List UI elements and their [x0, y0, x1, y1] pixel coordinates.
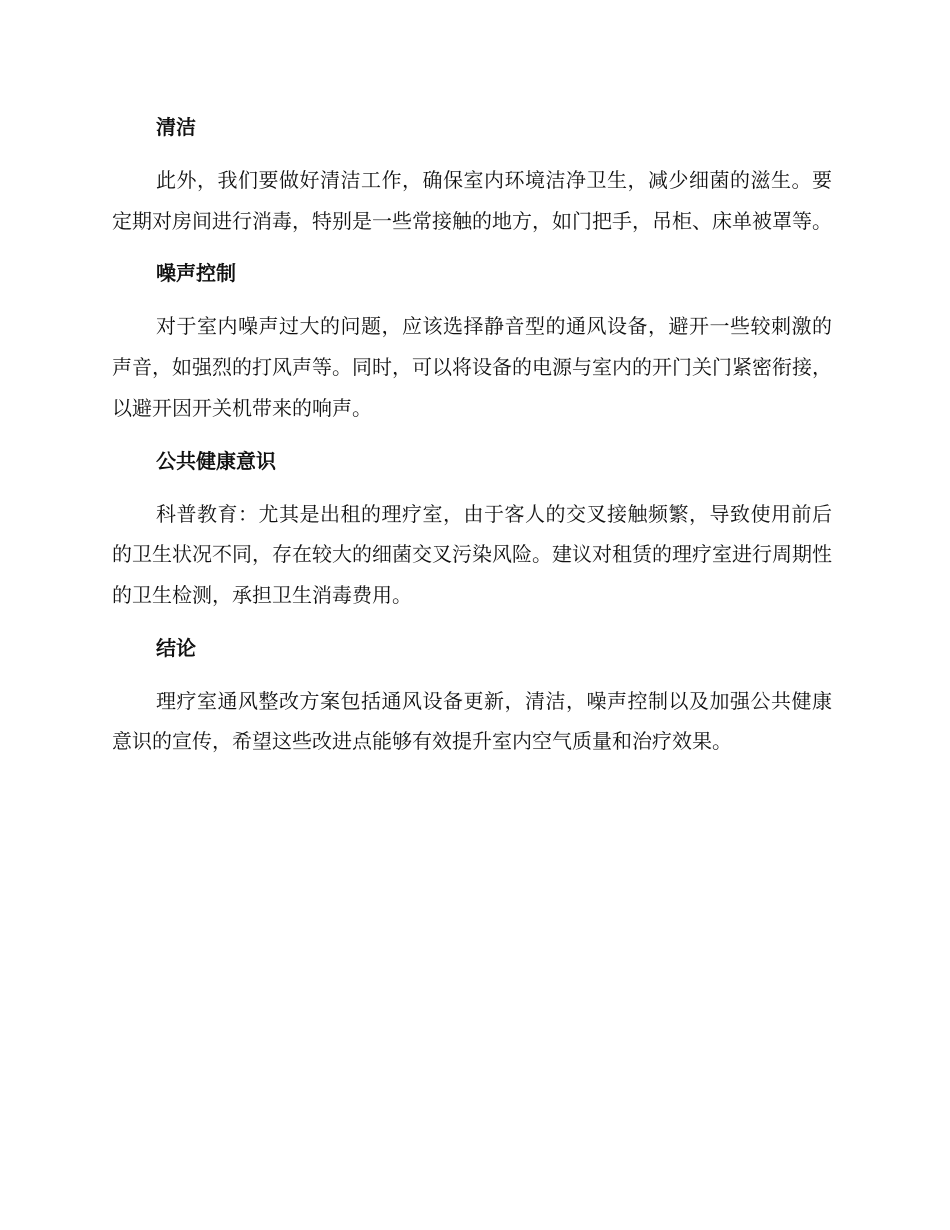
section-paragraph-noise-control: 对于室内噪声过大的问题，应该选择静音型的通风设备，避开一些较刺激的声音，如强烈的打风声等。同时，可以将设备的电源与室内的开门关门紧密衔接，以避开因开关机带来的响声。 — [112, 314, 832, 420]
section-heading-public-health: 公共健康意识 — [156, 448, 276, 473]
section-noise-control — [112, 254, 832, 428]
section-paragraph-cleaning: 此外，我们要做好清洁工作，确保室内环境洁净卫生，减少细菌的滋生。要定期对房间进行消毒，特别是一些常接触的地方，如门把手，吊柜、床单被罩等。 — [112, 168, 832, 233]
document-body — [112, 108, 832, 775]
section-paragraph-conclusion: 理疗室通风整改方案包括通风设备更新，清洁，噪声控制以及加强公共健康意识的宣传，希望这些改进点能够有效提升室内空气质量和治疗效果。 — [112, 688, 832, 754]
section-cleaning — [112, 108, 832, 241]
section-conclusion — [112, 629, 832, 762]
section-heading-cleaning: 清洁 — [156, 115, 196, 139]
section-heading-conclusion: 结论 — [156, 635, 196, 660]
section-paragraph-public-health: 科普教育：尤其是出租的理疗室，由于客人的交叉接触频繁，导致使用前后的卫生状况不同，存在较大的细菌交叉污染风险。建议对租赁的理疗室进行周期性的卫生检测，承担卫生消毒费用。 — [112, 501, 832, 607]
section-public-health — [112, 442, 832, 616]
section-heading-noise-control: 噪声控制 — [156, 261, 236, 286]
